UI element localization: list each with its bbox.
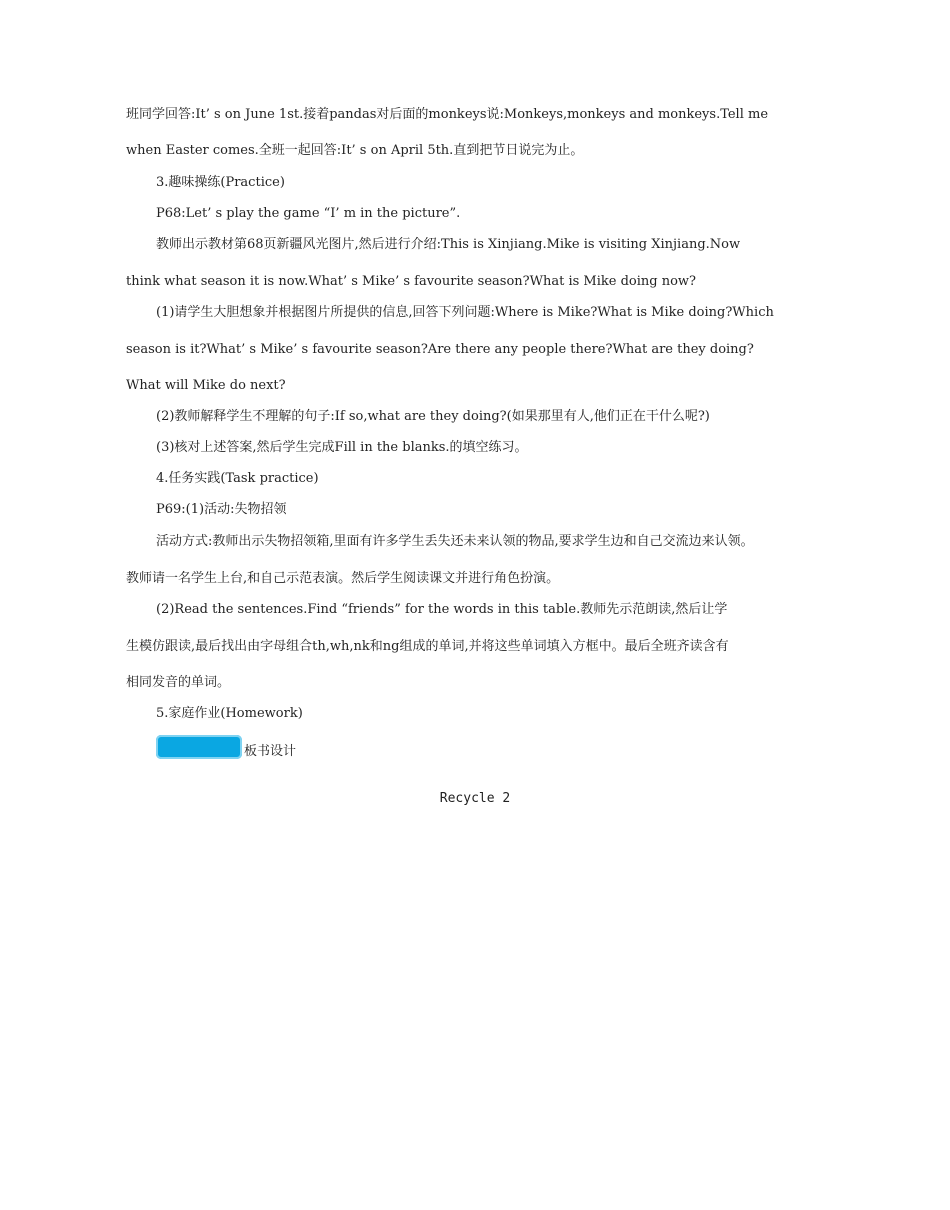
section-heading-homework: 5.家庭作业(Homework) xyxy=(156,706,303,721)
paragraph-line-q1-end: What will Mike do next? xyxy=(126,378,286,393)
paragraph-line-q3: (3)核对上述答案,然后学生完成Fill in the blanks.的填空练习。 xyxy=(156,440,528,455)
board-design-label: 板书设计 xyxy=(244,744,297,759)
paragraph-line-intro-cont: think what season it is now.What’ s Mike’ s favourite season?What is Mike doing now? xyxy=(126,274,697,289)
paragraph-line-intro: 教师出示教材第68页新疆风光图片,然后进行介绍:This is Xinjiang.Mike is visiting Xinjiang.Now xyxy=(156,237,741,252)
section-heading-task: 4.任务实践(Task practice) xyxy=(156,471,319,486)
board-design-header xyxy=(156,734,296,760)
section-heading-practice: 3.趣味操练(Practice) xyxy=(156,175,285,190)
paragraph-line-q1: (1)请学生大胆想象并根据图片所提供的信息,回答下列问题:Where is Mike?What is Mike doing?Which xyxy=(156,305,774,320)
paragraph-line-read: (2)Read the sentences.Find “friends” for the words in this table.教师先示范朗读,然后让学 xyxy=(156,602,728,617)
paragraph-line-q2: (2)教师解释学生不理解的句子:If so,what are they doing?(如果那里有人,他们正在干什么呢?) xyxy=(156,409,710,424)
board-title: Recycle 2 xyxy=(439,791,511,806)
paragraph-line-activity: 活动方式:教师出示失物招领箱,里面有许多学生丢失还未来认领的物品,要求学生边和自己交流边来认领。 xyxy=(156,534,754,549)
paragraph-line-activity-cont: 教师请一名学生上台,和自己示范表演。然后学生阅读课文并进行角色扮演。 xyxy=(126,571,560,586)
paragraph-line-p68: P68:Let’ s play the game “I’ m in the picture”. xyxy=(156,206,461,221)
paragraph-line-1: 班同学回答:It’ s on June 1st.接着pandas对后面的monkeys说:Monkeys,monkeys and monkeys.Tell me xyxy=(126,107,769,122)
paragraph-line-q1-cont: season is it?What’ s Mike’ s favourite season?Are there any people there?What are they doing? xyxy=(126,342,754,357)
paragraph-line-read-end: 相同发音的单词。 xyxy=(126,675,231,690)
paragraph-line-read-cont: 生模仿跟读,最后找出由字母组合th,wh,nk和ng组成的单词,并将这些单词填入方框中。最后全班齐读含有 xyxy=(126,639,729,654)
paragraph-line-2: when Easter comes.全班一起回答:It’ s on April 5th.直到把节日说完为止。 xyxy=(126,143,584,158)
paragraph-line-p69: P69:(1)活动:失物招领 xyxy=(156,502,287,517)
section-badge-icon xyxy=(156,735,242,759)
